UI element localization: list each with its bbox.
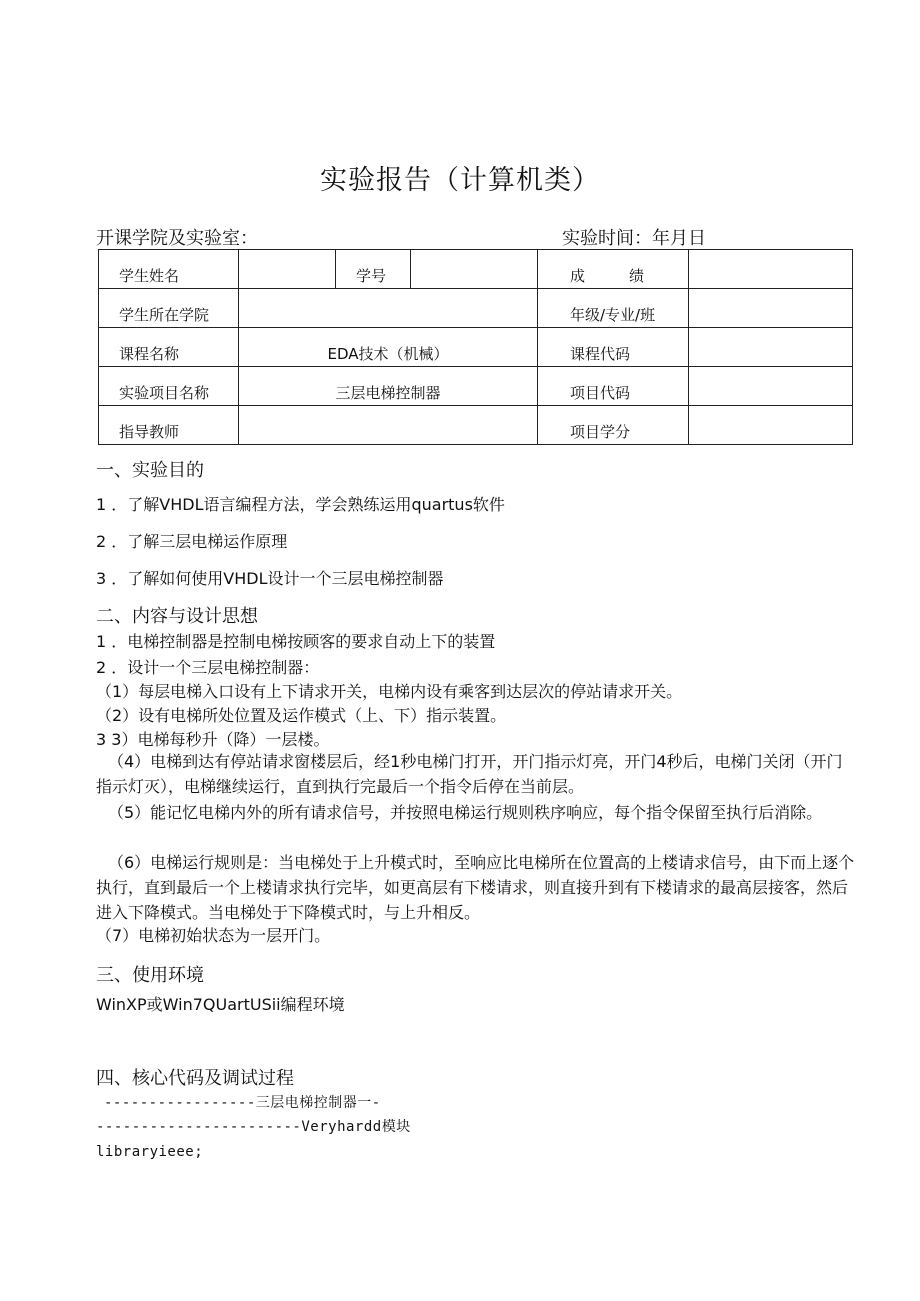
college-label: 学生所在学院 (99, 289, 239, 328)
student-id-label: 学号 (336, 250, 411, 289)
list-item: 2 ．了解三层电梯运作原理 (96, 532, 288, 551)
course-name-label: 课程名称 (99, 328, 239, 367)
class-cell (689, 289, 853, 328)
info-table (98, 249, 853, 445)
page-title: 实验报告（计算机类） (320, 165, 600, 196)
table-row (99, 406, 853, 445)
project-code-label: 项目代码 (538, 367, 689, 406)
student-id-cell (411, 250, 538, 289)
list-item: 2 ．设计一个三层电梯控制器： (96, 658, 320, 677)
teacher-cell (239, 406, 538, 445)
college-cell (239, 289, 538, 328)
table-row (99, 289, 853, 328)
section-heading-code: 四、核心代码及调试过程 (96, 1068, 294, 1089)
code-line: -----------------------Veryhardd模块 (96, 1119, 411, 1135)
table-row (99, 250, 853, 289)
list-item: 3 3）电梯每秒升（降）一层楼。 (96, 730, 330, 749)
course-name-value: EDA技术（机械） (239, 328, 538, 367)
project-name-label: 实验项目名称 (99, 367, 239, 406)
experiment-time-label: 实验时间：年月日 (562, 228, 706, 249)
college-lab-label: 开课学院及实验室： (96, 228, 258, 249)
section-heading-objectives: 一、实验目的 (96, 460, 204, 481)
student-name-cell (239, 250, 336, 289)
section-heading-content: 二、内容与设计思想 (96, 606, 258, 627)
code-line: libraryieee; (96, 1144, 204, 1160)
paragraph: （5）能记忆电梯内外的所有请求信号，并按照电梯运行规则秩序响应，每个指令保留至执行后消除。 (108, 803, 823, 822)
list-item: 3 ．了解如何使用VHDL设计一个三层电梯控制器 (96, 569, 444, 588)
table-row (99, 328, 853, 367)
credit-cell (689, 406, 853, 445)
section-heading-environment: 三、使用环境 (96, 965, 204, 986)
grade-label: 成绩 (538, 250, 689, 289)
grade-cell (689, 250, 853, 289)
paragraph: （4）电梯到达有停站请求窗楼层后，经1秒电梯门打开，开门指示灯亮，开门4秒后，电梯门关闭（开门指示灯灭），电梯继续运行，直到执行完最后一个指令后停在当前层。 (96, 752, 843, 796)
environment-text: WinXP或Win7QUartUSii编程环境 (96, 995, 345, 1014)
code-line: -----------------三层电梯控制器一- (104, 1095, 381, 1111)
list-item: （7）电梯初始状态为一层开门。 (96, 926, 331, 945)
list-item: 1 ．电梯控制器是控制电梯按顾客的要求自动上下的装置 (96, 632, 496, 651)
project-code-cell (689, 367, 853, 406)
course-code-cell (689, 328, 853, 367)
paragraph: （6）电梯运行规则是：当电梯处于上升模式时，至响应比电梯所在位置高的上楼请求信号，由下而上逐个执行，直到最后一个上楼请求执行完毕，如更高层有下楼请求，则直接升到有下楼请求的最高层接客，然后进入下降模式。当电梯处于下降模式时，与上升相反。 (96, 853, 855, 922)
credit-label: 项目学分 (538, 406, 689, 445)
student-name-label: 学生姓名 (99, 250, 239, 289)
table-row (99, 367, 853, 406)
project-name-value: 三层电梯控制器 (239, 367, 538, 406)
list-item: （2）设有电梯所处位置及运作模式（上、下）指示装置。 (96, 706, 507, 725)
class-label: 年级/专业/班 (538, 289, 689, 328)
teacher-label: 指导教师 (99, 406, 239, 445)
course-code-label: 课程代码 (538, 328, 689, 367)
list-item: （1）每层电梯入口设有上下请求开关，电梯内设有乘客到达层次的停站请求开关。 (96, 682, 683, 701)
list-item: 1 ．了解VHDL语言编程方法，学会熟练运用quartus软件 (96, 495, 505, 514)
